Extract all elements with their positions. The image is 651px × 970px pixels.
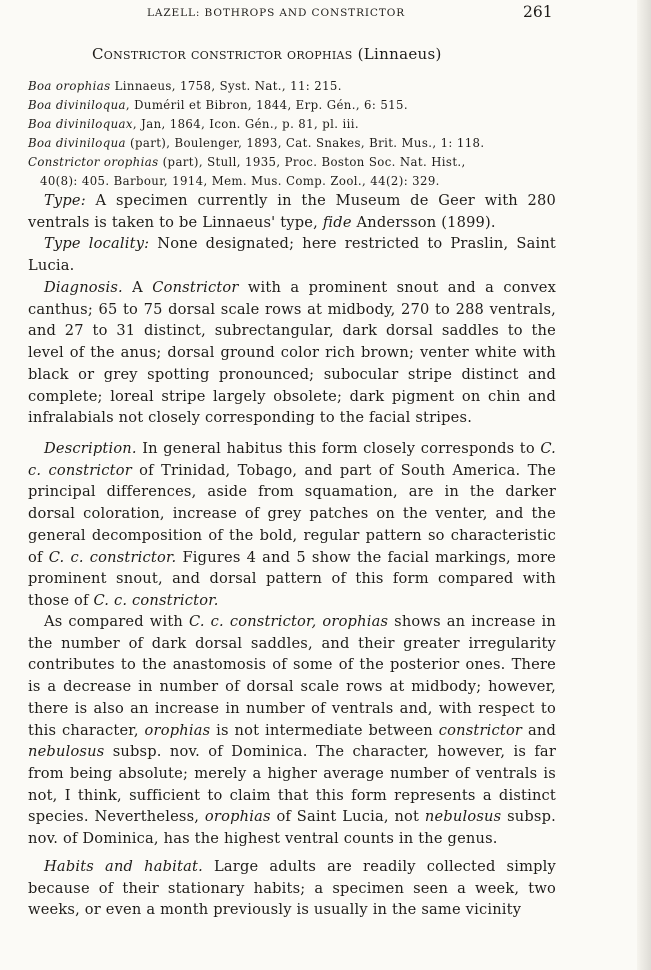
comparison-paragraph xyxy=(28,611,556,850)
habits-text: Large adults are readily collected simply because of their stationary habits; a specimen seen a week, two weeks, or even a month previously is usually in the same vicinity xyxy=(28,858,556,919)
comparison-taxon: nebulosus xyxy=(28,743,105,761)
description-taxon: C. c. constrictor. xyxy=(93,591,219,609)
diagnosis-text: with a prominent snout and a convex canthus; 65 to 75 dorsal scale rows at midbody, 270 to 288 ventrals, and 27 to 31 distinct, subrectangular, dark dorsal saddles to the level of the anus; dorsal ground color rich brown; venter white with black or grey spotting pronounced; subocular stripe distinct and complete; loreal stripe largely obsolete; dark pigment on chin and infralabials not closely corresponding to the facial stripes. xyxy=(28,279,556,427)
description-text: In general habitus this form closely corresponds to xyxy=(136,440,541,457)
running-head: LAZELL: BOTHROPS AND CONSTRICTOR xyxy=(147,7,406,19)
type-paragraph xyxy=(28,190,556,233)
type-label: Type: xyxy=(44,192,86,209)
synonymy-entry xyxy=(40,172,542,191)
synonym-citation: Linnaeus, 1758, Syst. Nat., 11: 215. xyxy=(110,79,342,93)
synonym-name: Boa diviniloqua xyxy=(28,136,126,150)
synonym-citation: (part), Stull, 1935, Proc. Boston Soc. Nat. Hist., xyxy=(158,155,466,169)
synonymy-entry xyxy=(28,96,530,115)
comparison-taxon: orophias xyxy=(144,721,211,739)
type-fide: fide xyxy=(322,213,352,231)
synonymy-entry xyxy=(28,153,530,172)
synonymy-entry xyxy=(28,115,530,134)
diagnosis-genus: Constrictor xyxy=(152,279,239,296)
comparison-text: As compared with xyxy=(44,613,189,630)
description-label: Description. xyxy=(44,440,137,457)
type-text: A specimen currently in the Museum de Geer with 280 ventrals is taken to be Linnaeus' type, xyxy=(28,192,556,231)
habits-paragraph xyxy=(28,856,556,921)
comparison-text: subsp. nov. of Dominica, has the highest ventral counts in the genus. xyxy=(28,808,556,848)
diagnosis-paragraph xyxy=(28,277,556,429)
page-number: 261 xyxy=(523,3,553,21)
comparison-taxon: orophias xyxy=(204,808,271,826)
description-text: Figures 4 and 5 show the facial markings, more prominent snout, and dorsal pattern of this form compared with those of xyxy=(28,548,556,609)
comparison-taxon: C. c. constrictor, orophias xyxy=(188,613,389,630)
type-locality-text: None designated; here restricted to Praslin, Saint Lucia. xyxy=(28,235,556,274)
type-text-end: Andersson (1899). xyxy=(351,213,496,231)
taxon-author: (Linnaeus) xyxy=(357,45,442,63)
comparison-text: subsp. nov. of Dominica. The character, however, is far from being absolute; merely a higher average number of ventrals is not, I think, sufficient to claim that this form represents a distinct species. Nevertheless, xyxy=(28,743,556,826)
comparison-taxon: nebulosus xyxy=(424,808,502,826)
synonym-name: Boa diviniloquax xyxy=(28,117,133,131)
description-taxon: C. c. constrictor xyxy=(28,440,556,479)
synonym-citation: (part), Boulenger, 1893, Cat. Snakes, Brit. Mus., 1: 118. xyxy=(125,136,485,150)
synonymy-entry xyxy=(28,77,530,96)
comparison-text: and xyxy=(522,721,556,739)
synonym-citation: , Jan, 1864, Icon. Gén., p. 81, pl. iii. xyxy=(132,117,359,131)
synonym-citation: , Duméril et Bibron, 1844, Erp. Gén., 6: 515. xyxy=(125,98,408,112)
synonym-name: Constrictor orophias xyxy=(28,155,159,169)
type-locality-paragraph xyxy=(28,233,556,276)
comparison-taxon: constrictor xyxy=(438,721,523,739)
taxon-name: Constrictor constrictor orophias xyxy=(92,45,353,63)
description-paragraph xyxy=(28,438,556,612)
synonym-name: Boa diviniloqua xyxy=(28,98,126,112)
comparison-text: of Saint Lucia, not xyxy=(270,808,425,826)
synonymy-entry xyxy=(28,134,530,153)
diagnosis-label: Diagnosis. xyxy=(44,279,123,296)
diagnosis-text: A xyxy=(122,279,153,296)
synonym-citation: 40(8): 405. Barbour, 1914, Mem. Mus. Comp. Zool., 44(2): 329. xyxy=(40,174,440,188)
type-locality-label: Type locality: xyxy=(44,235,150,252)
taxon-heading xyxy=(0,45,651,63)
synonym-name: Boa orophias xyxy=(28,79,111,93)
description-taxon: C. c. constrictor. xyxy=(48,548,177,566)
habits-label: Habits and habitat. xyxy=(44,858,203,875)
description-text: of Trinidad, Tobago, and part of South America. The principal differences, aside from squamation, are in the darker dorsal coloration, increase of grey patches on the venter, and the general decomposition of the bold, regular pattern so characteristic of xyxy=(28,461,556,566)
comparison-text: shows an increase in the number of dark dorsal saddles, and their greater irregularity contributes to the anastomosis of some of the posterior ones. There is a decrease in number of dorsal scale rows at midbody; however, there is also an increase in number of ventrals and, with respect to this character, xyxy=(28,613,556,739)
comparison-text: is not intermediate between xyxy=(210,721,439,739)
